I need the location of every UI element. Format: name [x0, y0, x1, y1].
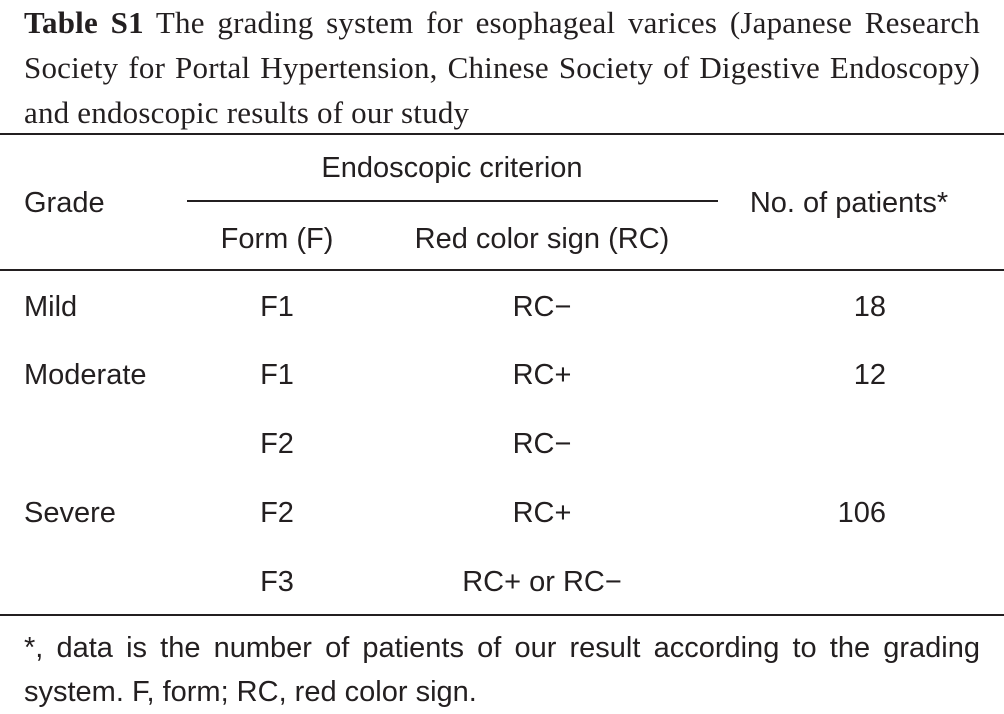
header-red-color-sign: Red color sign (RC): [414, 223, 670, 255]
row-4-form: F2: [260, 497, 294, 529]
row-1-form: F1: [260, 291, 294, 323]
row-2-form: F1: [260, 359, 294, 391]
row-1-patients: 18: [853, 291, 886, 323]
table-caption: [24, 0, 980, 135]
row-2-grade: Moderate: [24, 359, 147, 391]
bottom-rule: [0, 614, 1004, 616]
top-rule: [0, 133, 1004, 135]
row-1-rc: RC−: [512, 291, 572, 323]
row-1-grade: Mild: [24, 291, 78, 323]
spanner-rule: [187, 200, 718, 202]
row-4-grade: Severe: [24, 497, 116, 529]
row-4-rc: RC+: [512, 497, 572, 529]
row-2-rc: RC+: [512, 359, 572, 391]
row-3-rc: RC−: [512, 428, 572, 460]
table-footnote: *, data is the number of patients of our result according to the grading system. F, form; RC, red color sign.: [24, 632, 980, 708]
row-5-form: F3: [260, 566, 294, 598]
header-grade: Grade: [24, 187, 105, 219]
header-rule: [0, 269, 1004, 271]
row-3-form: F2: [260, 428, 294, 460]
header-endoscopic-criterion: Endoscopic criterion: [321, 152, 583, 184]
table-caption-text: The grading system for esophageal varices (Japanese Research Society for Portal Hypertension, Chinese Society of Digestive Endoscopy) and endoscopic results of our study: [24, 5, 980, 130]
row-4-patients: 106: [837, 497, 886, 529]
row-5-rc: RC+ or RC−: [462, 566, 622, 598]
header-form: Form (F): [220, 223, 334, 255]
header-patients: No. of patients*: [749, 187, 949, 219]
row-2-patients: 12: [853, 359, 886, 391]
table-label: Table S1: [24, 5, 144, 40]
